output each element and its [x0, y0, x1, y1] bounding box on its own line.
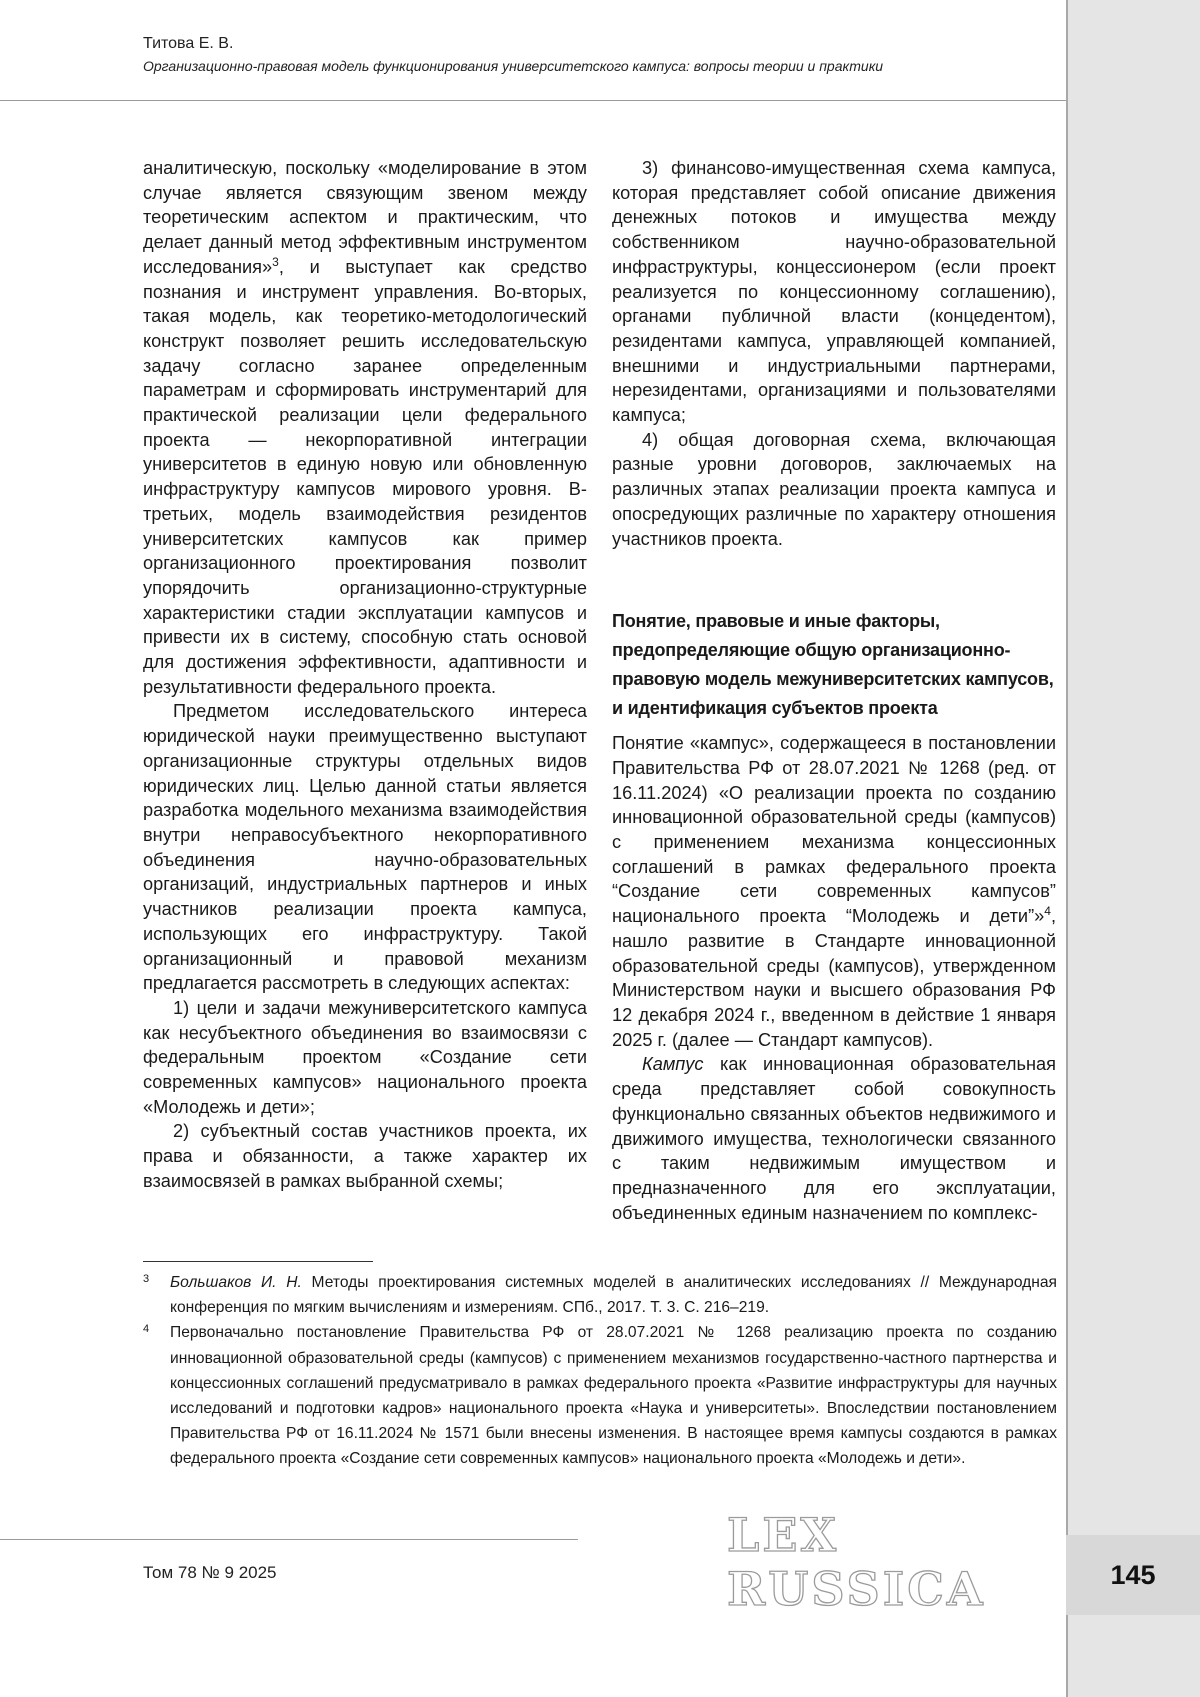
footnote-4: 4 Первоначально постановление Правительства РФ от 28.07.2021 № 1268 реализацию проекта по созданию инновационной образовательной среды (кампусов) с применением механизмов государственно-частного партнерства и концессионных соглашений предусматривало в рамках федерального проекта «Развитие инфраструктуры для научных исследований и подготовки кадров» национального проекта «Наука и университеты». Впоследствии постановлением Правительства РФ от 16.11.2024 № 1571 были внесены изменения. В настоящее время кампусы создаются в рамках федерального проекта «Создание сети современных кампусов» национального проекта «Молодежь и дети».	[143, 1320, 1057, 1471]
right-column	[612, 156, 1056, 1225]
header-author: Титова Е. В.	[143, 35, 234, 52]
logo-text: LEX RUSSICA	[727, 1508, 986, 1616]
paragraph-campus-concept: Понятие «кампус», содержащееся в постановлении Правительства РФ от 28.07.2021 № 1268 (ред. от 16.11.2024) «О реализации проекта по созданию инновационной образовательной среды (кампусов) с применением механизма концессионных соглашений в рамках федерального проекта “Создание сети современных кампусов” национального проекта “Молодежь и дети”»$^4$, нашло развитие в Стандарте инновационной образовательной среды (кампусов), утвержденном Министерством науки и высшего образования РФ 12 декабря 2024 г., введенном в действие 1 января 2025 г. (далее — Стандарт кампусов).	[612, 733, 1056, 1050]
footnote-rule	[143, 1261, 373, 1262]
footnote-author: Большаков И. Н.	[170, 1274, 302, 1291]
footnote-ref-4[interactable]: 4	[1044, 904, 1051, 919]
list-item-1: 1) цели и задачи межуниверситетского кампуса как несубъектного объединения во взаимосвязи с федеральным проектом «Создание сети современных кампусов» национального проекта «Молодежь и дети»;	[143, 997, 587, 1117]
footnote-number: 3	[143, 1273, 150, 1285]
list-item-4: 4) общая договорная схема, включающая разные уровни договоров, заключаемых на различных этапах реализации проекта кампуса и опосредующих различные по характеру отношения участников проекта.	[612, 429, 1056, 549]
term-campus: Кампус	[642, 1054, 704, 1075]
running-header	[143, 33, 1043, 77]
footer-rule	[0, 1539, 578, 1540]
paragraph-campus-definition: Кампус как инновационная образовательная среда представляет собой совокупность функционально связанных объектов недвижимого и движимого имущества, технологически связанного с таким недвижимым имуществом и предназначенного для его эксплуатации, объединенных единым назначением по комплекс-	[612, 1054, 1056, 1223]
paragraph-modeling: аналитическую, поскольку «моделирование в этом случае является связующим звеном между теоретическим аспектом и практическим, что делает данный метод эффективным инструментом исследования»$^3$, и выступает как средство познания и инструмент управления. Во-вторых, такая модель, как теоретико-методологический конструкт позволяет решить исследовательскую задачу согласно заранее определенным параметрам и сформировать инструментарий для практической реализации цели федерального проекта — некорпоративной интеграции университетов в единую новую или обновленную инфраструктуру кампусов мирового уровня. В-третьих, модель взаимодействия резидентов университетских кампусов как пример организационного проектирования позволит упорядочить организационно-структурные характеристики стадии эксплуатации кампусов и привести их в систему, способную стать основой для достижения эффективности, адаптивности и результативности федерального проекта.	[143, 158, 587, 697]
journal-logo	[727, 1508, 1032, 1616]
footnote-ref-3[interactable]: 3	[272, 254, 279, 269]
right-margin-band	[1066, 0, 1200, 1697]
page-number: 145	[1066, 1535, 1200, 1615]
list-item-3: 3) финансово-имущественная схема кампуса, которая представляет собой описание движения денежных потоков и имущества между собственником научно-образовательной инфраструктуры, концессионером (если проект реализуется по концессионному соглашению), органами публичной власти (концедентом), резидентами кампуса, управляющей компанией, внешними и индустриальными партнерами, нерезидентами, организациями и пользователями кампуса;	[612, 158, 1056, 426]
footnote-3: 3 Большаков И. Н. Методы проектирования системных моделей в аналитических исследованиях // Международная конференция по мягким вычислениям и измерениям. СПб., 2017. Т. 3. С. 216–219.	[143, 1270, 1057, 1320]
paragraph-research-subject: Предметом исследовательского интереса юридической науки преимущественно выступают организационные структуры отдельных видов юридических лиц. Целью данной статьи является разработка модельного механизма взаимодействия внутри неправосубъектного некорпоративного объединения научно-образовательных организаций, индустриальных партнеров и иных участников реализации проекта кампуса, использующих его инфраструктуру. Такой организационный и правовой механизм предлагается рассмотреть в следующих аспектах:	[143, 701, 587, 994]
footnote-number: 4	[143, 1323, 150, 1336]
header-article-title: Организационно-правовая модель функционирования университетского кампуса: вопросы теории и практики	[143, 58, 884, 74]
list-item-2: 2) субъектный состав участников проекта, их права и обязанности, а также характер их взаимосвязей в рамках выбранной схемы;	[143, 1121, 587, 1191]
journal-issue: Том 78 № 9 2025	[143, 1563, 277, 1582]
footnotes	[143, 1270, 1057, 1472]
margin-divider	[1066, 0, 1068, 1697]
left-column	[143, 156, 587, 1194]
section-heading: Понятие, правовые и иные факторы, предопределяющие общую организационно-правовую модель межуниверситетских кампусов, и идентификация субъектов проекта	[612, 611, 1054, 719]
header-rule	[0, 100, 1066, 101]
